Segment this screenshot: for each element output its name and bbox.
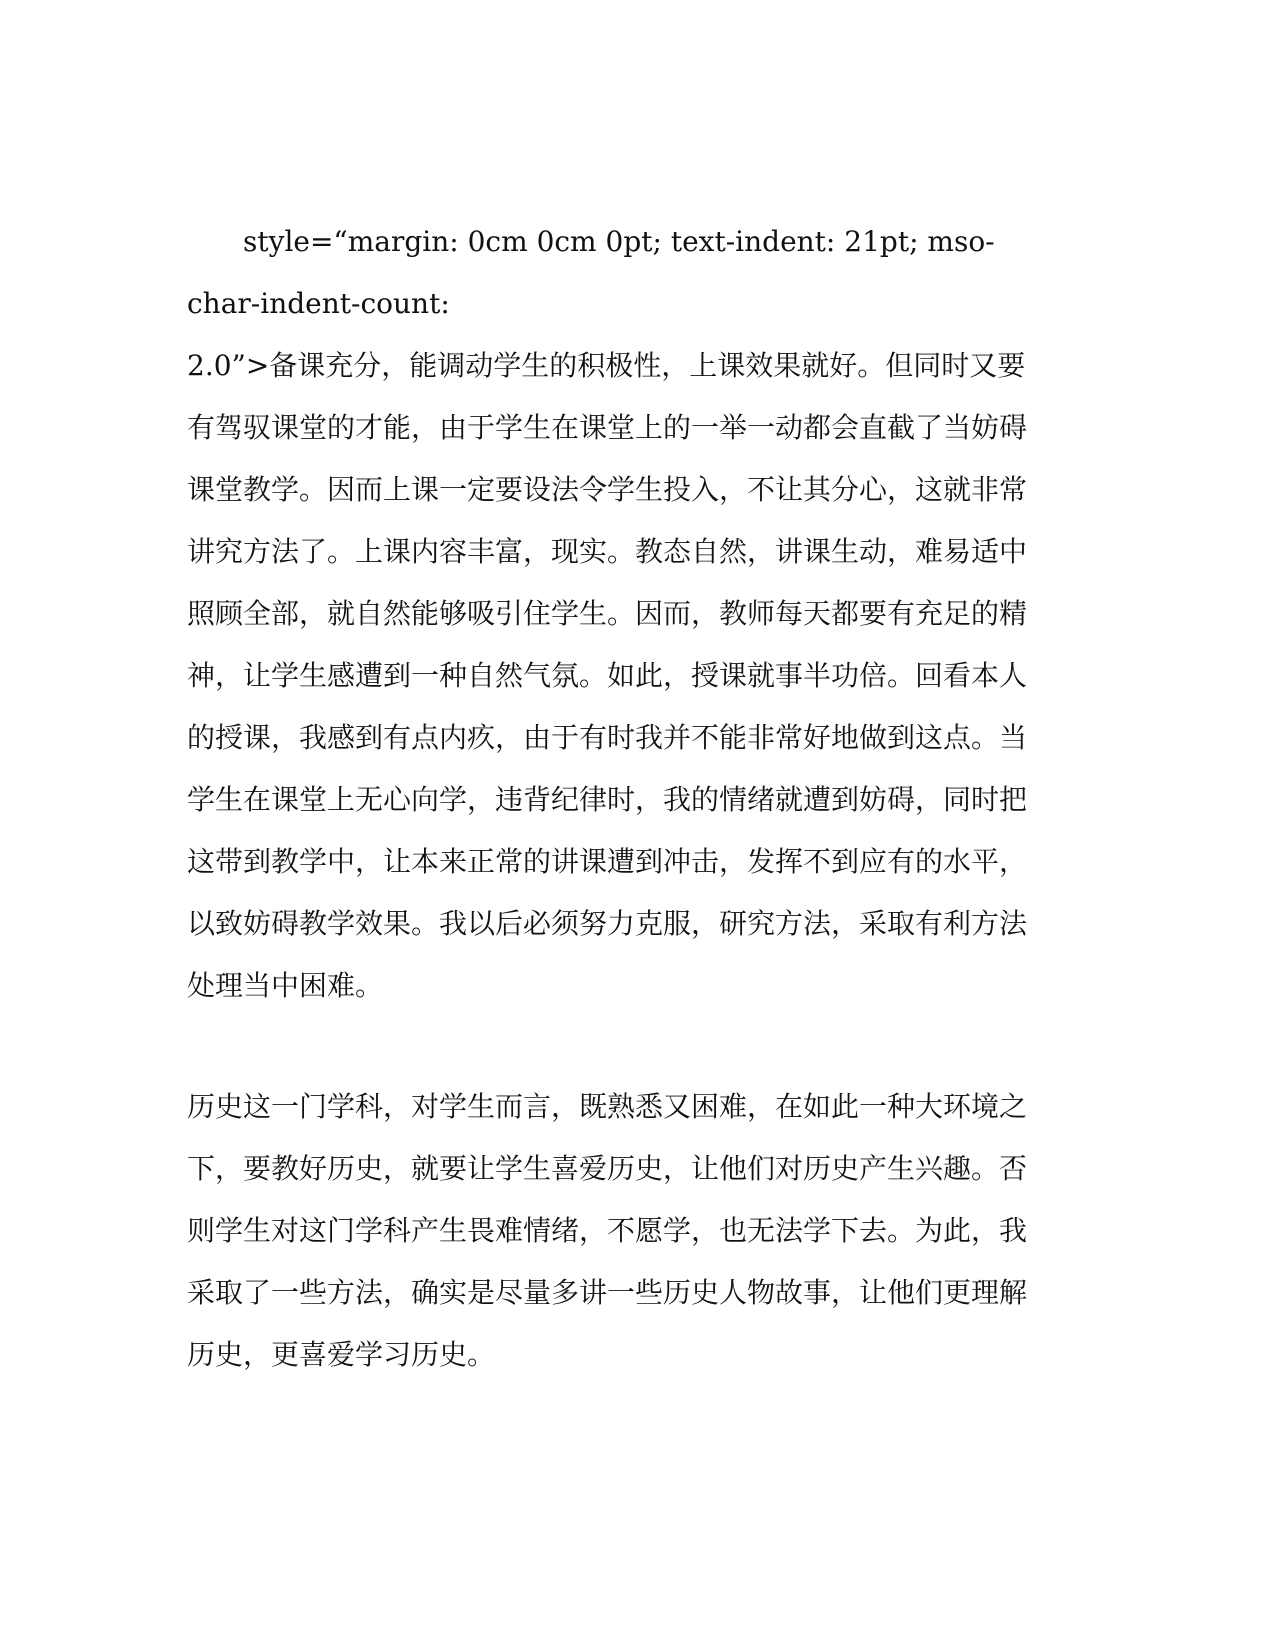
paragraph-line: 讲究方法了。上课内容丰富，现实。教态自然，讲课生动，难易适中 — [187, 535, 1028, 568]
paragraph-line: style=“margin: 0cm 0cm 0pt; text-indent: 21pt; mso- — [243, 225, 995, 258]
paragraph-2 — [187, 1076, 1027, 1386]
paragraph-line: 照顾全部，就自然能够吸引住学生。因而，教师每天都要有充足的精 — [187, 597, 1028, 630]
paragraph-line: 学生在课堂上无心向学，违背纪律时，我的情绪就遭到妨碍，同时把 — [187, 783, 1028, 816]
paragraph-line: 有驾驭课堂的才能，由于学生在课堂上的一举一动都会直截了当妨碍 — [187, 411, 1028, 444]
paragraph-line: 历史这一门学科，对学生而言，既熟悉又困难，在如此一种大环境之 — [187, 1090, 1028, 1123]
paragraph-1 — [187, 211, 1027, 1017]
paragraph-line: 的授课，我感到有点内疚，由于有时我并不能非常好地做到这点。当 — [187, 721, 1028, 754]
paragraph-line: 神，让学生感遭到一种自然气氛。如此，授课就事半功倍。回看本人 — [187, 659, 1028, 692]
paragraph-line: 下，要教好历史，就要让学生喜爱历史，让他们对历史产生兴趣。否 — [187, 1152, 1028, 1185]
paragraph-line: 以致妨碍教学效果。我以后必须努力克服，研究方法，采取有利方法 — [187, 907, 1028, 940]
paragraph-line: 处理当中困难。 — [187, 969, 384, 1002]
paragraph-line: 历史，更喜爱学习历史。 — [187, 1338, 496, 1371]
paragraph-line: 则学生对这门学科产生畏难情绪，不愿学，也无法学下去。为此，我 — [187, 1214, 1028, 1247]
paragraph-line: 这带到教学中，让本来正常的讲课遭到冲击，发挥不到应有的水平， — [187, 845, 1028, 878]
paragraph-line: 课堂教学。因而上课一定要设法令学生投入，不让其分心，这就非常 — [187, 473, 1028, 506]
paragraph-line: char-indent-count: — [187, 287, 450, 320]
paragraph-line: 采取了一些方法，确实是尽量多讲一些历史人物故事，让他们更理解 — [187, 1276, 1028, 1309]
paragraph-line: 2.0”>备课充分，能调动学生的积极性，上课效果就好。但同时又要 — [187, 349, 1026, 382]
